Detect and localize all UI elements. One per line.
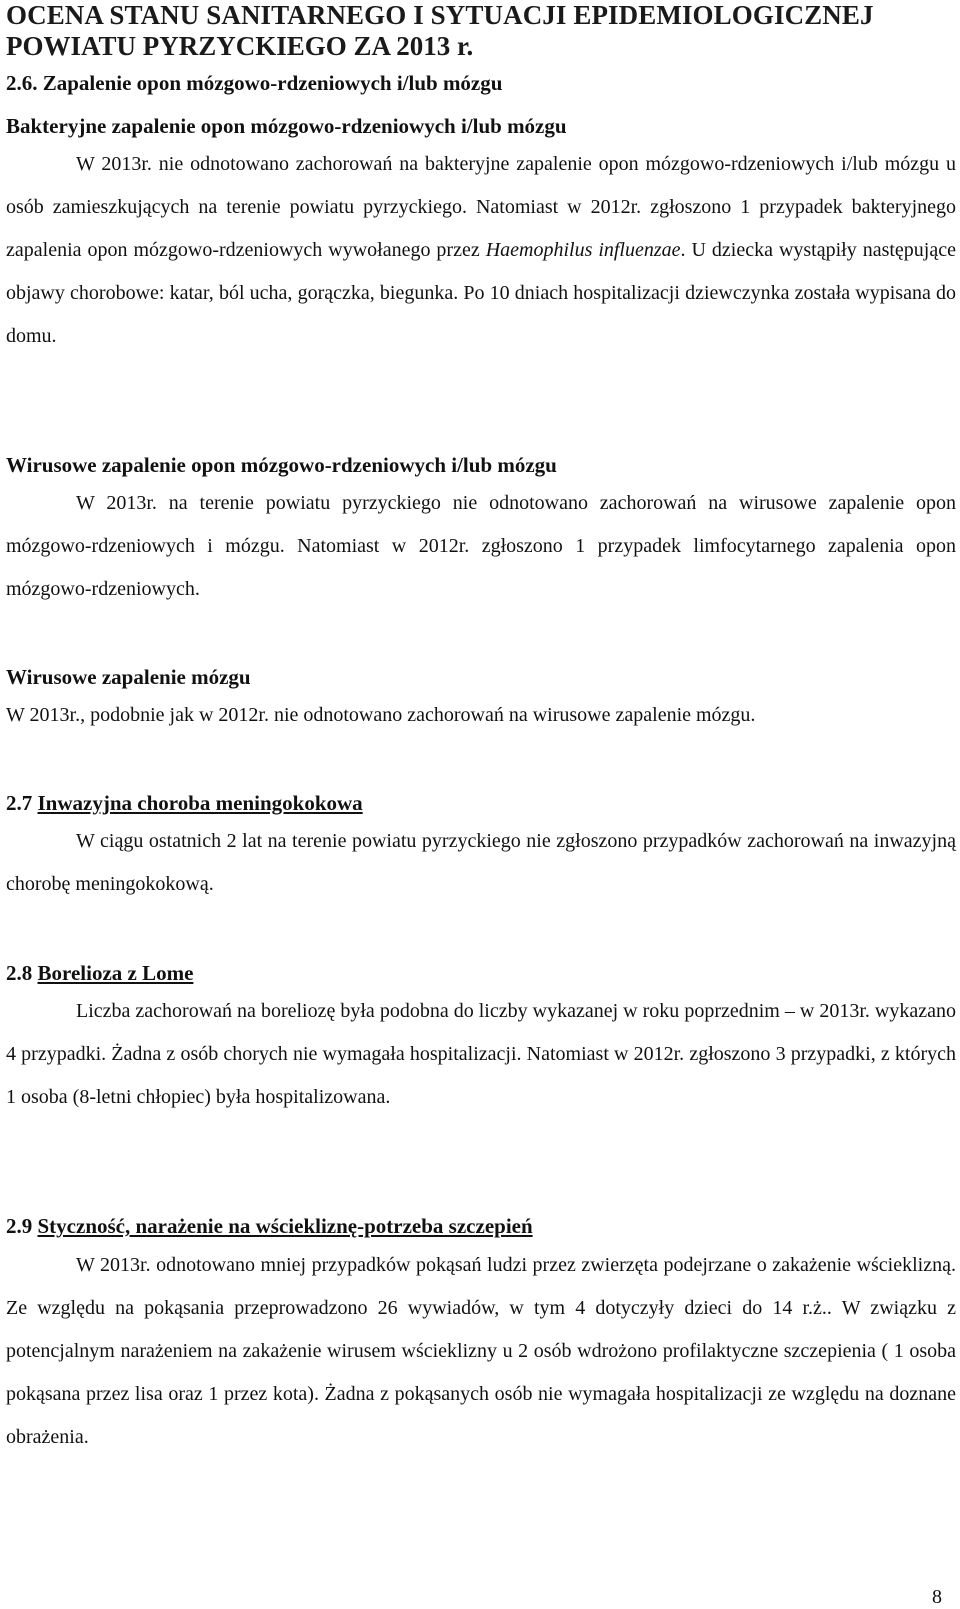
pathogen-name: Haemophilus influenzae <box>485 239 681 261</box>
section-2-8-heading <box>6 960 193 986</box>
bacterial-paragraph <box>6 143 956 358</box>
section-2-7-heading <box>6 790 363 816</box>
header-line-1: OCENA STANU SANITARNEGO I SYTUACJI EPIDEMIOLOGICZNEJ <box>6 0 874 30</box>
section-2-7-number: 2.7 <box>6 791 33 815</box>
bacterial-text-1: W 2013r. nie odnotowano zachorowań na bakteryjne zapalenie opon mózgowo-rdzeniowych i/lub mózgu u osób zamieszkujących na terenie powiatu pyrzyckiego. Natomiast w 2012r. zgłoszono 1 przypadek bakteryjnego zapalenia opon mózgowo-rdzeniowych wywołanego przez <box>6 153 956 261</box>
section-2-7-text: W ciągu ostatnich 2 lat na terenie powiatu pyrzyckiego nie zgłoszono przypadków zachorowań na inwazyjną chorobę meningokokową. <box>6 830 956 895</box>
viral-meningitis-heading: Wirusowe zapalenie opon mózgowo-rdzeniowych i/lub mózgu <box>6 453 557 477</box>
section-2-8-number: 2.8 <box>6 961 33 985</box>
section-2-6-title: 2.6. Zapalenie opon mózgowo-rdzeniowych i/lub mózgu <box>6 71 503 95</box>
viral-meningitis-text: W 2013r. na terenie powiatu pyrzyckiego nie odnotowano zachorowań na wirusowe zapalenie opon mózgowo-rdzeniowych i mózgu. Natomiast w 2012r. zgłoszono 1 przypadek limfocytarnego zapalenia opon mózgowo-rdzeniowych. <box>6 492 956 600</box>
section-2-9-text: W 2013r. odnotowano mniej przypadków pokąsań ludzi przez zwierzęta podejrzane o zakażenie wścieklizną. Ze względu na pokąsania przeprowadzono 26 wywiadów, w tym 4 dotyczyły dzieci do 14 r.ż.. W związku z potencjalnym narażeniem na zakażenie wirusem wścieklizny u 2 osób wdrożono profilaktyczne szczepienia ( 1 osoba pokąsana przez lisa oraz 1 przez kota). Żadna z pokąsanych osób nie wymagała hospitalizacji ze względu na doznane obrażenia. <box>6 1254 956 1448</box>
section-2-8-text: Liczba zachorowań na boreliozę była podobna do liczby wykazanej w roku poprzednim – w 2013r. wykazano 4 przypadki. Żadna z osób chorych nie wymagała hospitalizacji. Natomiast w 2012r. zgłoszono 3 przypadki, z których 1 osoba (8-letni chłopiec) była hospitalizowana. <box>6 1000 956 1108</box>
bacterial-text-2: . U dziecka wystąpiły następujące objawy chorobowe: katar, ból ucha, gorączka, biegunka. Po 10 dniach hospitalizacji dziewczynka została wypisana do domu. <box>6 239 956 347</box>
section-2-8-title: Borelioza z Lome <box>37 961 194 985</box>
page-number: 8 <box>932 1586 942 1608</box>
section-2-8-paragraph <box>6 990 956 1119</box>
viral-encephalitis-text: W 2013r., podobnie jak w 2012r. nie odnotowano zachorowań na wirusowe zapalenie mózgu. <box>6 704 756 726</box>
section-2-9-paragraph <box>6 1244 956 1459</box>
header-line-2: POWIATU PYRZYCKIEGO ZA 2013 r. <box>6 31 474 61</box>
section-2-7-title: Inwazyjna choroba meningokokowa <box>37 791 363 815</box>
bacterial-heading: Bakteryjne zapalenie opon mózgowo-rdzeniowych i/lub mózgu <box>6 114 567 138</box>
section-2-9-number: 2.9 <box>6 1214 33 1238</box>
section-2-7-paragraph <box>6 820 956 906</box>
document-header <box>6 0 956 62</box>
section-2-9-title: Styczność, narażenie na wściekliznę-potrzeba szczepień <box>37 1214 533 1238</box>
viral-meningitis-paragraph <box>6 482 956 611</box>
viral-encephalitis-heading: Wirusowe zapalenie mózgu <box>6 665 251 689</box>
viral-encephalitis-paragraph <box>6 694 956 737</box>
section-2-9-heading <box>6 1213 533 1239</box>
